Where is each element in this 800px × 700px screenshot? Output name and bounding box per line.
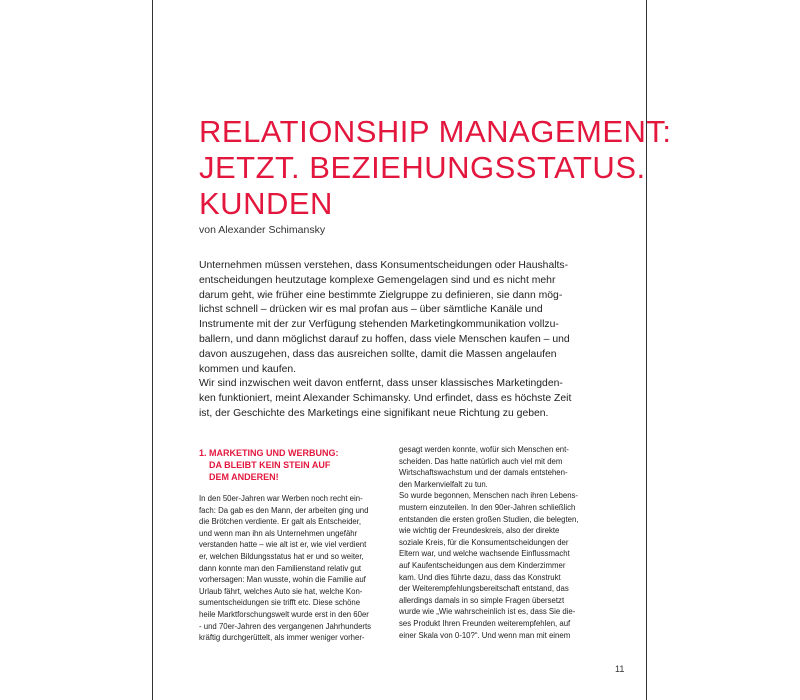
lead-line: darum geht, wie früher eine bestimmte Zielgruppe zu definieren, sie dann mög- <box>199 289 563 301</box>
body-line: allerdings damals in so simple Fragen übersetzt <box>399 595 565 605</box>
body-line: soziale Kreis, für die Konsumentscheidungen der <box>399 537 569 547</box>
body-line: fach: Da gab es den Mann, der arbeiten ging und <box>199 505 369 515</box>
body-line: entstanden die ersten großen Studien, die belegten, <box>399 514 579 524</box>
body-column-left <box>199 493 389 644</box>
body-line: auf Kaufentscheidungen aus dem Kinderzimmer <box>399 560 566 570</box>
body-line: Urlaub fährt, welches Auto sie hat, welche Kon- <box>199 586 363 596</box>
body-line: wurde wie „Wie wahrscheinlich ist es, dass Sie die- <box>399 607 576 617</box>
section-heading-line: DEM ANDEREN! <box>209 472 279 482</box>
lead-line: ist, der Geschichte des Marketings eine signifikant neue Richtung zu geben. <box>199 407 549 419</box>
body-line: dann konnte man den Familienstand relativ gut <box>199 563 362 573</box>
lead-line: ballern, und dann möglichst darauf zu hoffen, dass viele Menschen kaufen – und <box>199 333 570 345</box>
lead-line: Wir sind inzwischen weit davon entfernt, dass unser klassisches Marketingden- <box>199 378 563 390</box>
body-line: So wurde begonnen, Menschen nach ihren Lebens- <box>399 491 579 501</box>
lead-line: davon auszugehen, dass das ausreichen sollte, damit die Massen angelaufen <box>199 348 557 360</box>
body-line: In den 50er-Jahren war Werben noch recht ein- <box>199 494 363 503</box>
lead-line: Instrumente mit der zur Verfügung stehenden Marketingkommunikation vollzu- <box>199 319 559 331</box>
book-page <box>152 0 672 700</box>
body-line: gesagt werden konnte, wofür sich Menschen ent- <box>399 445 569 454</box>
body-line: der Weiterempfehlungsbereitschaft entstand, das <box>399 584 569 594</box>
body-line: kräftig durchgerüttelt, als immer weniger vorher- <box>199 633 365 643</box>
author-byline: von Alexander Schimansky <box>199 224 326 236</box>
body-line: die Brötchen verdiente. Er galt als Entscheider, <box>199 517 362 527</box>
lead-paragraph <box>199 259 599 422</box>
section-heading <box>199 447 395 483</box>
body-line: vorhersagen: Man wusste, wohin die Familie auf <box>199 575 366 585</box>
body-column-right <box>399 444 599 641</box>
article-title <box>199 114 672 222</box>
body-line: verstanden hatte – wie alt ist er, wie viel verdient <box>199 540 367 550</box>
lead-line: Unternehmen müssen verstehen, dass Konsumentscheidungen oder Haushalts- <box>199 260 569 271</box>
body-line: er, welchen Bildungsstatus hat er und so weiter, <box>199 551 364 561</box>
body-line: scheiden. Das hatte natürlich auch viel mit dem <box>399 456 563 466</box>
lead-line: entscheidungen heutzutage komplexe Gemengelagen sind und es nicht mehr <box>199 274 556 286</box>
title-line: RELATIONSHIP MANAGEMENT: <box>199 114 672 149</box>
body-line: wie wichtig der Freundeskreis, also der direkte <box>399 526 560 536</box>
body-line: ses Produkt Ihren Freunden weiterempfehlen, auf <box>399 618 571 628</box>
body-line: heile Marktforschungswelt wurde erst in den 60er <box>199 609 369 619</box>
body-line: kam. Und dies führte dazu, dass das Konstrukt <box>399 572 561 582</box>
body-line: einer Skala von 0-10?“. Und wenn man mit einem <box>399 630 571 640</box>
body-line: - und 70er-Jahren des vergangenen Jahrhunderts <box>199 621 372 631</box>
lead-line: ken funktioniert, meint Alexander Schimansky. Und erfindet, dass es höchste Zeit <box>199 393 572 405</box>
lead-line: kommen und kaufen. <box>199 363 297 375</box>
body-line: Wirtschaftswachstum und der damals entstehen- <box>399 468 568 478</box>
page-number: 11 <box>615 664 625 674</box>
body-line: sumentscheidungen sie trifft etc. Diese schöne <box>199 598 361 608</box>
title-line: JETZT. BEZIEHUNGSSTATUS. <box>199 150 646 185</box>
body-line: und wenn man ihn als Unternehmen ungefähr <box>199 528 358 538</box>
body-line: den Markenvielfalt zu tun. <box>399 479 488 489</box>
section-heading-line: 1. MARKETING UND WERBUNG: <box>199 448 339 458</box>
section-heading-line: DA BLEIBT KEIN STEIN AUF <box>209 460 331 470</box>
body-line: mustern einzuteilen. In den 90er-Jahren schließlich <box>399 502 576 512</box>
title-line: KUNDEN <box>199 186 333 221</box>
lead-line: lichst schnell – drücken wir es mal profan aus – über sämtliche Kanäle und <box>199 304 543 316</box>
body-line: Eltern war, und welche wachsende Einflussmacht <box>399 549 570 559</box>
